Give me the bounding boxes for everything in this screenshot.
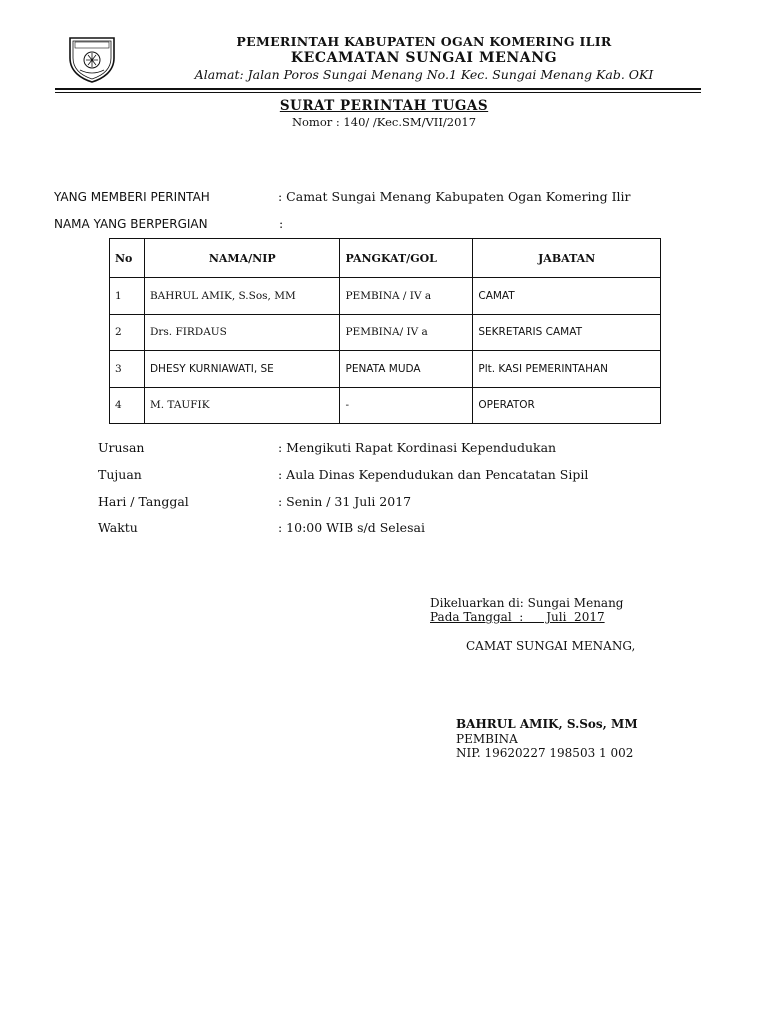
staff-table xyxy=(109,238,661,424)
detail-value-date: : Senin / 31 Juli 2017 xyxy=(278,494,412,509)
row-name: M. TAUFIK xyxy=(144,387,340,424)
issued-at: Dikeluarkan di: Sungai Menang xyxy=(430,596,624,610)
table-row xyxy=(110,278,661,315)
detail-value-tujuan: : Aula Dinas Kependudukan dan Pencatatan Sipil xyxy=(278,467,589,482)
signatory-nip: NIP. 19620227 198503 1 002 xyxy=(456,746,634,760)
letterhead-district: KECAMATAN SUNGAI MENANG xyxy=(290,50,558,66)
detail-label-urusan: Urusan xyxy=(98,440,145,455)
issuer-label: YANG MEMBERI PERINTAH xyxy=(54,190,210,204)
row-name: DHESY KURNIAWATI, SE xyxy=(144,351,340,388)
header-position: JABATAN xyxy=(473,239,661,278)
document-number: Nomor : 140/ /Kec.SM/VII/2017 xyxy=(291,115,477,129)
table-header-row xyxy=(110,239,661,278)
row-position: Plt. KASI PEMERINTAHAN xyxy=(473,351,661,388)
row-no: 2 xyxy=(110,314,145,351)
row-rank: PEMBINA/ IV a xyxy=(340,314,473,351)
row-position: CAMAT xyxy=(473,278,661,315)
detail-label-tujuan: Tujuan xyxy=(98,467,142,482)
table-row xyxy=(110,351,661,388)
detail-label-time: Waktu xyxy=(98,520,138,535)
travelers-colon: : xyxy=(279,216,284,231)
header-no: No xyxy=(110,239,145,278)
row-no: 1 xyxy=(110,278,145,315)
table-row xyxy=(110,314,661,351)
row-rank: PENATA MUDA xyxy=(340,351,473,388)
signatory-position: CAMAT SUNGAI MENANG, xyxy=(466,639,636,653)
detail-label-date: Hari / Tanggal xyxy=(98,494,189,509)
detail-value-time: : 10:00 WIB s/d Selesai xyxy=(278,520,425,535)
issued-on: Pada Tanggal : Juli 2017 xyxy=(430,610,605,624)
row-position: OPERATOR xyxy=(473,387,661,424)
travelers-label: NAMA YANG BERPERGIAN xyxy=(54,217,208,231)
row-name: Drs. FIRDAUS xyxy=(144,314,340,351)
letterhead-rule-thin xyxy=(55,92,701,93)
row-rank: - xyxy=(340,387,473,424)
row-no: 4 xyxy=(110,387,145,424)
row-position: SEKRETARIS CAMAT xyxy=(473,314,661,351)
letterhead-government: PEMERINTAH KABUPATEN OGAN KOMERING ILIR xyxy=(236,34,612,49)
signatory-name: BAHRUL AMIK, S.Sos, MM xyxy=(456,717,638,731)
signatory-rank: PEMBINA xyxy=(456,732,518,746)
row-no: 3 xyxy=(110,351,145,388)
issuer-value: : Camat Sungai Menang Kabupaten Ogan Komering Ilir xyxy=(278,189,631,204)
letterhead-address: Alamat: Jalan Poros Sungai Menang No.1 Kec. Sungai Menang Kab. OKI xyxy=(194,67,654,82)
row-rank: PEMBINA / IV a xyxy=(340,278,473,315)
header-rank: PANGKAT/GOL xyxy=(340,239,473,278)
letterhead-rule-thick xyxy=(55,88,701,90)
detail-value-urusan: : Mengikuti Rapat Kordinasi Kependudukan xyxy=(278,440,557,455)
table-row xyxy=(110,387,661,424)
header-name: NAMA/NIP xyxy=(144,239,340,278)
row-name: BAHRUL AMIK, S.Sos, MM xyxy=(144,278,340,315)
document-title: SURAT PERINTAH TUGAS xyxy=(279,98,489,114)
